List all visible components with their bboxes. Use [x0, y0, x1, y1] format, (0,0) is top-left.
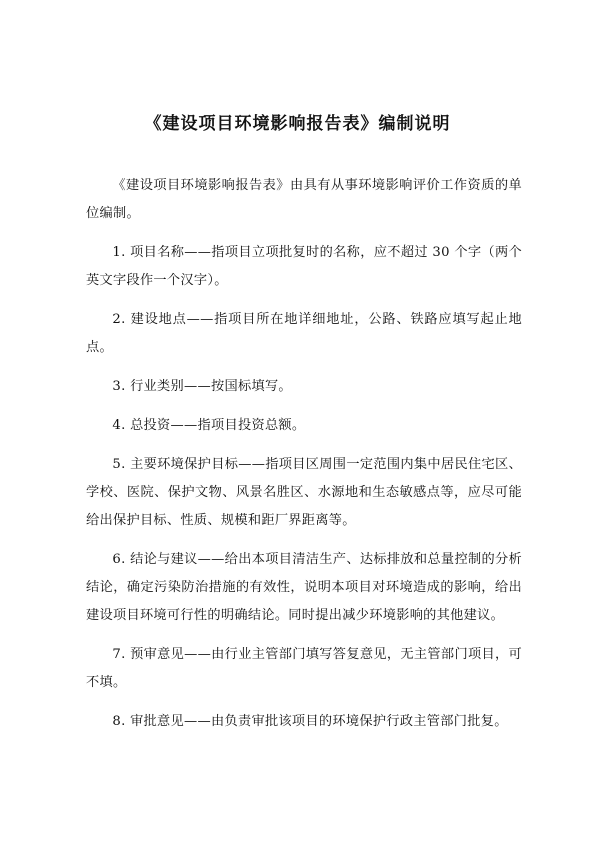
- document-body: [86, 172, 522, 747]
- paragraph-item-2-location: 2. 建设地点——指项目所在地详细地址，公路、铁路应填写起止地点。: [86, 312, 522, 355]
- paragraph-item-3-industry: 3. 行业类别——按国标填写。: [112, 379, 292, 394]
- paragraph-item-7-pre-review: 7. 预审意见——由行业主管部门填写答复意见，无主管部门项目，可不填。: [86, 647, 522, 690]
- paragraph-item-8-approval: 8. 审批意见——由负责审批该项目的环境保护行政主管部门批复。: [112, 714, 508, 729]
- paragraph-item-5-protection-targets: 5. 主要环境保护目标——指项目区周围一定范围内集中居民住宅区、学校、医院、保护文物、风景名胜区、水源地和生态敏感点等，应尽可能给出保护目标、性质、规模和距厂界距离等。: [86, 457, 522, 528]
- paragraph-item-6-conclusions: 6. 结论与建议——给出本项目清洁生产、达标排放和总量控制的分析结论，确定污染防治措施的有效性，说明本项目对环境造成的影响，给出建设项目环境可行性的明确结论。同时提出减少环境影响的其他建议。: [86, 552, 522, 623]
- document-title: 《建设项目环境影响报告表》编制说明: [144, 114, 451, 134]
- paragraph-intro: 《建设项目环境影响报告表》由具有从事环境影响评价工作资质的单位编制。: [86, 178, 522, 221]
- paragraph-item-1-project-name: 1. 项目名称——指项目立项批复时的名称，应不超过 30 个字（两个英文字段作一个汉字）。: [86, 245, 522, 288]
- paragraph-item-4-investment: 4. 总投资——指项目投资总额。: [112, 418, 306, 433]
